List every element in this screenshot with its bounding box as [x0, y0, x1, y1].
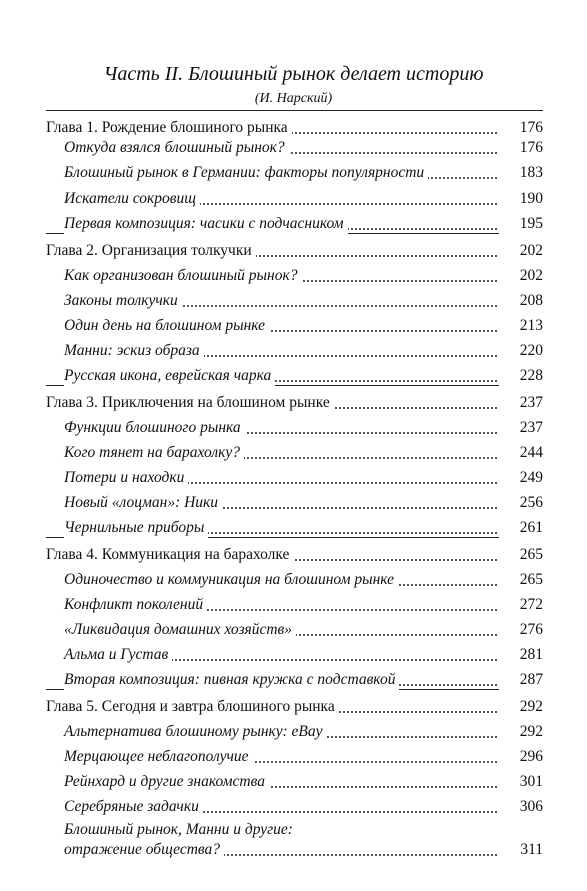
- toc-page-number: 202: [499, 241, 543, 261]
- toc-page-number: 202: [499, 266, 543, 286]
- toc-entry-title: Функции блошиного рынка: [64, 418, 245, 438]
- toc-page-number: 272: [499, 595, 543, 615]
- toc-section-row[interactable]: [0, 163, 587, 185]
- toc-section-row[interactable]: [0, 341, 587, 363]
- toc-page-number: 213: [499, 316, 543, 336]
- toc-entry-title: Как организован блошиный рынок?: [64, 266, 302, 286]
- toc-entry-title: Первая композиция: часики с подчасником: [64, 214, 348, 234]
- toc-section-row[interactable]: [0, 518, 587, 540]
- toc-page-number: 292: [499, 697, 543, 717]
- toc-page-number: 261: [499, 518, 543, 538]
- toc-page-number: 292: [499, 722, 543, 742]
- toc-section-row[interactable]: [0, 468, 587, 490]
- toc-entry-title: Кого тянет на барахолку?: [64, 443, 244, 463]
- toc-page-number: 244: [499, 443, 543, 463]
- toc-page-number: 176: [499, 118, 543, 138]
- toc-section-row[interactable]: [0, 797, 587, 819]
- toc-section-row[interactable]: [0, 214, 587, 236]
- toc-chapter-row[interactable]: [0, 393, 587, 415]
- toc-page-number: 265: [499, 545, 543, 565]
- toc-section-row[interactable]: [0, 840, 587, 862]
- toc-page-number: 176: [499, 138, 543, 158]
- toc-section-row[interactable]: [0, 266, 587, 288]
- toc-entry-title: Потери и находки: [64, 468, 188, 488]
- toc-section-row[interactable]: [0, 493, 587, 515]
- toc-page-number: 183: [499, 163, 543, 183]
- toc-section-row[interactable]: [0, 291, 587, 313]
- toc-section-row[interactable]: [0, 366, 587, 388]
- toc-page-number: 306: [499, 797, 543, 817]
- toc-chapter-row[interactable]: [0, 118, 587, 140]
- toc-section-row[interactable]: [0, 595, 587, 617]
- chapter-divider: [46, 110, 543, 111]
- toc-page-number: 190: [499, 189, 543, 209]
- toc-page-number: 301: [499, 772, 543, 792]
- toc-page-number: 237: [499, 393, 543, 413]
- toc-chapter-row[interactable]: [0, 697, 587, 719]
- toc-entry-title: Глава 1. Рождение блошиного рынка: [46, 118, 292, 138]
- toc-entry-title: Конфликт поколений: [64, 595, 207, 615]
- toc-entry-title: Глава 5. Сегодня и завтра блошиного рынка: [46, 697, 339, 717]
- toc-page-number: 296: [499, 747, 543, 767]
- toc-entry-title: Глава 3. Приключения на блошином рынке: [46, 393, 334, 413]
- toc-page-number: 265: [499, 570, 543, 590]
- toc-entry-title: Новый «лоцман»: Ники: [64, 493, 222, 513]
- toc-entry-title: Мерцающее неблагополучие: [64, 747, 253, 767]
- part-author: (И. Нарский): [254, 91, 333, 106]
- toc-page-number: 256: [499, 493, 543, 513]
- toc-section-row[interactable]: [0, 189, 587, 211]
- toc-entry-title: Рейнхард и другие знакомства: [64, 772, 269, 792]
- toc-section-row[interactable]: [0, 620, 587, 642]
- toc-entry-title: Откуда взялся блошиный рынок?: [64, 138, 289, 158]
- toc-page-number: 281: [499, 645, 543, 665]
- toc-section-row[interactable]: [0, 645, 587, 667]
- toc-entry-title: Блошиный рынок в Германии: факторы популярности: [64, 163, 428, 183]
- toc-entry-title: Одиночество и коммуникация на блошином рынке: [64, 570, 398, 590]
- toc-page-number: 276: [499, 620, 543, 640]
- toc-entry-title: Чернильные приборы: [64, 518, 208, 538]
- toc-entry-title: Глава 4. Коммуникация на барахолке: [46, 545, 293, 565]
- toc-section-row[interactable]: [0, 418, 587, 440]
- toc-section-row[interactable]: [0, 138, 587, 160]
- toc-section-row[interactable]: [0, 670, 587, 692]
- toc-page-number: 311: [499, 840, 543, 860]
- toc-entry-title: Русская икона, еврейская чарка: [64, 366, 275, 386]
- toc-page-number: 249: [499, 468, 543, 488]
- toc-section-row[interactable]: [0, 570, 587, 592]
- part-title: Часть II. Блошиный рынок делает историю: [103, 63, 484, 85]
- toc-entry-title: Серебряные задачки: [64, 797, 203, 817]
- toc-entry-title: Альтернатива блошиному рынку: eBay: [64, 722, 326, 742]
- toc-page-number: 208: [499, 291, 543, 311]
- toc-section-row[interactable]: [0, 722, 587, 744]
- toc-entry-title: Искатели сокровищ: [64, 189, 200, 209]
- toc-entry-title: отражение общества?: [64, 840, 224, 860]
- toc-page-number: 287: [499, 670, 543, 690]
- toc-section-row[interactable]: [0, 443, 587, 465]
- toc-entry-title: Манни: эскиз образа: [64, 341, 204, 361]
- toc-page-number: 237: [499, 418, 543, 438]
- toc-page-number: 195: [499, 214, 543, 234]
- toc-entry-title: Законы толкучки: [64, 291, 182, 311]
- toc-entry-title: Вторая композиция: пивная кружка с подставкой: [64, 670, 399, 690]
- toc-page-number: 220: [499, 341, 543, 361]
- toc-section-row[interactable]: [0, 316, 587, 338]
- toc-chapter-row[interactable]: [0, 241, 587, 263]
- toc-chapter-row[interactable]: [0, 545, 587, 567]
- toc-section-row[interactable]: [0, 772, 587, 794]
- toc-entry-title: Глава 2. Организация толкучки: [46, 241, 256, 261]
- toc-entry-title: Альма и Густав: [64, 645, 172, 665]
- toc-entry-title: «Ликвидация домашних хозяйств»: [64, 620, 296, 640]
- toc-page-number: 228: [499, 366, 543, 386]
- toc-section-row[interactable]: [0, 747, 587, 769]
- toc-entry-title-line1: Блошиный рынок, Манни и другие:: [64, 821, 293, 838]
- toc-entry-title: Один день на блошином рынке: [64, 316, 269, 336]
